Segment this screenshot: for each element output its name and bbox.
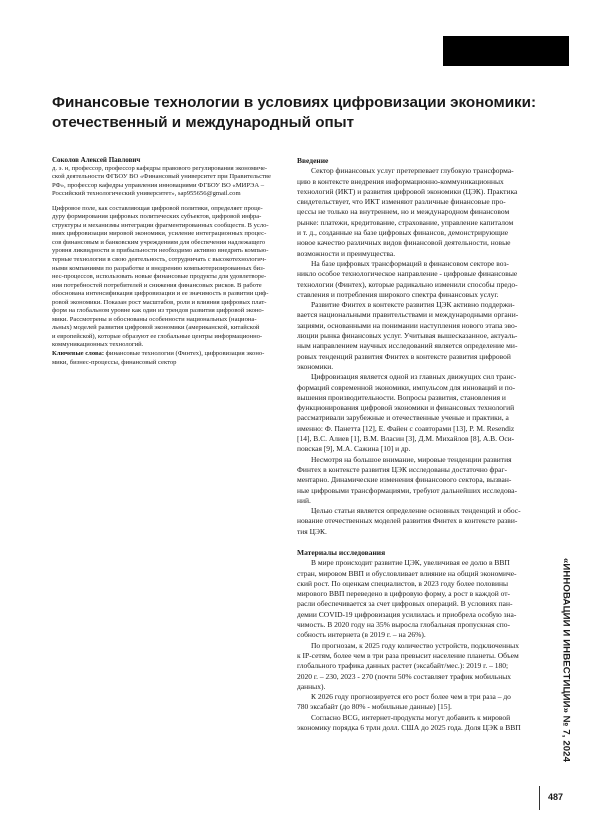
text-line: данных).	[297, 681, 326, 691]
title-line-1: Финансовые технологии в условиях цифровизации экономики:	[52, 94, 537, 111]
text-line: льных) моделей развития цифровой экономики (американской, китайской	[52, 324, 260, 332]
text-line: собность интернета (в 2019 г. – на 26%).	[297, 630, 426, 640]
materials-paragraph-1	[297, 558, 537, 640]
text-line: сов финансовым и банковским учреждениям для обеспечения надлежащего	[52, 238, 266, 246]
text-line: д. э. н, профессор, профессор кафедры правового регулирования экономиче-	[52, 164, 268, 172]
text-line: ской деятельности ФГБОУ ВО «Финансовый университет при Правительстве	[52, 173, 271, 181]
text-line: 780 эксабайт (до 80% - мобильные данные) [15].	[297, 702, 452, 712]
text-line: Развитие Финтех в контексте развития ЦЭК активно поддержи-	[311, 300, 515, 310]
text-line: возможности и преимущества.	[297, 248, 396, 258]
materials-paragraph-3	[297, 692, 537, 713]
text-line: Несмотря на большое внимание, мировые тенденции развития	[311, 454, 512, 464]
text-line: Российский технологический университет», sap955656@gmail.com	[52, 190, 241, 198]
text-line: ментарно. Динамические изменения финансового сектора, вызван-	[297, 475, 512, 485]
right-column	[297, 156, 537, 733]
text-line: вается национальными правительствами и международными органи-	[297, 310, 519, 320]
text-line: уровня ликвидности и прибыльности необходимо активно внедрять компью-	[52, 247, 269, 255]
author-affiliation	[52, 165, 286, 199]
text-line: К 2026 году прогнозируется его рост более чем в три раза – до	[311, 692, 511, 702]
text-line: новое качество различных видов финансовой деятельности, новые	[297, 238, 511, 248]
text-line: ными компаниями по разработке и внедрению компьютеризированных биз-	[52, 264, 265, 272]
text-line: По прогнозам, к 2025 году количество устройств, подключенных	[311, 640, 519, 650]
text-line: именно: Ф. Панетта [12], Е. Файен с соавторами [13], Р. M. Resendiz	[297, 423, 515, 433]
text-line: Финтех в контексте развития ЦЭК исследованы достаточно фраг-	[297, 464, 508, 474]
text-line: Цифровое поле, как составляющая цифровой политики, определяет проце-	[52, 204, 263, 212]
text-line: рассматривали зарубежные и отечественные ученые и практики, а	[297, 413, 509, 423]
text-line: вышения производительности. Вопросы развития, становления и	[297, 392, 506, 402]
text-line: ровых тенденций развития Финтех в контексте развития цифровой	[297, 351, 511, 361]
left-column	[52, 156, 286, 367]
text-line: Целью статьи является определение основных тенденций и обос-	[311, 506, 521, 516]
text-line: коммуникационных технологий.	[52, 341, 144, 349]
text-line: и т. д., созданные на базе цифровых финансов, демонстрирующие	[297, 228, 509, 238]
text-line: зациями, основанными на понимании наступления нового этапа эво-	[297, 320, 518, 330]
article-title	[52, 93, 537, 133]
intro-paragraph-5	[297, 455, 537, 506]
journal-sidebar	[556, 535, 576, 785]
page-number: 487	[548, 792, 564, 802]
materials-heading: Материалы исследования	[297, 547, 386, 557]
text-line: стран, мировом ВВП и обусловливает влияние на общий экономиче-	[297, 568, 517, 578]
page-number-rule	[539, 786, 540, 810]
text-line: терные технологии в свою деятельность, сотрудничать с высокотехнологич-	[52, 256, 267, 264]
text-line: 2020 г. – 230, 2023 - 270 (почти 50% составляет трафик мобильных	[297, 671, 512, 681]
text-line: демии COVID-19 цифровизация усилилась и приобрела особую зна-	[297, 609, 517, 619]
text-line: [14], В.С. Алиев [1], В.М. Власин [3], Д.М. Михайлов [8], А.В. Оси-	[297, 434, 515, 444]
text-line: мирового ВВП переведено в цифровую форму, а рост в каждой от-	[297, 589, 511, 599]
text-line: виях цифровизации мировой экономики, усиление интеграционных процес-	[52, 230, 267, 238]
text-line: нование отечественных моделей развития Финтех в контексте разви-	[297, 516, 518, 526]
title-line-2: отечественный и международный опыт	[52, 114, 355, 131]
text-line: ский рост. По оценкам специалистов, в 2023 году более половины	[297, 578, 509, 588]
text-line: технологии (Финтех), которые радикально изменили способы предо-	[297, 279, 518, 289]
text-line: экономики.	[297, 361, 334, 371]
materials-paragraph-4	[297, 713, 537, 734]
text-line: экономику порядка 6 трлн долл. США до 2025 года. Доля ЦЭК в ВВП	[297, 723, 521, 733]
keywords-label: Ключевые слова:	[52, 350, 105, 358]
text-line: формаций современной экономики, импульсом для инноваций и по-	[297, 382, 516, 392]
text-line: к IP-сетям, более чем в три раза превысит население планеты. Объем	[297, 650, 519, 660]
intro-paragraph-4	[297, 372, 537, 454]
text-line: Цифровизация является одной из главных движущих сил транс-	[311, 372, 517, 382]
abstract	[52, 205, 286, 350]
text-line: ния потребностей потребителей и снижения финансовых рисков. В работе	[52, 281, 262, 289]
intro-paragraph-1	[297, 166, 537, 259]
text-line: тия ЦЭК.	[297, 526, 327, 536]
text-line: расли обеспечивается за счет цифровых операций. В условиях пан-	[297, 599, 513, 609]
text-line: дуру формирования цифровых политических субъектов, цифровой инфра-	[52, 213, 262, 221]
text-line: структуры и механизмы интеграции фрагментированных сообществ. В усло-	[52, 221, 269, 229]
text-line: свидетельствует, что ИКТ изменяют различные финансовые про-	[297, 197, 506, 207]
text-line: цию в контексте внедрения информационно-коммуникационных	[297, 176, 504, 186]
text-line: технологий (ИКТ) и развития цифровой экономики (ЦЭК). Практика	[297, 186, 518, 196]
text-line: глобального трафика данных растет (эксабайт/мес.): 2019 г. – 180;	[297, 661, 509, 671]
text-line: На базе цифровых трансформаций в финансовом секторе воз-	[311, 258, 509, 268]
text-line: функционирования цифровой экономики и финансовых технологий	[297, 403, 515, 413]
materials-paragraph-2	[297, 641, 537, 692]
keywords	[52, 350, 286, 359]
text-line: обоснована интенсификация цифровизации и ее значимость в развитии циф-	[52, 290, 269, 298]
introduction-heading: Введение	[297, 156, 329, 165]
intro-paragraph-6	[297, 506, 537, 537]
header-black-bar	[443, 36, 569, 66]
text-line: рынке: платежи, кредитование, страхование, управление капиталом	[297, 217, 514, 227]
text-line: никло особое технологическое направление - цифровые финансовые	[297, 269, 518, 279]
intro-paragraph-2	[297, 259, 537, 300]
keywords-line-2: мики, бизнес-процессы, финансовый сектор	[52, 358, 177, 366]
author-name: Соколов Алексей Павлович	[52, 156, 141, 164]
text-line: люции рынка финансовых услуг. Учитывая вышесказанное, актуаль-	[297, 331, 518, 341]
text-line: цессы не только на внутреннем, но и международном финансовом	[297, 207, 510, 217]
text-line: ровой экономики. Показан рост масштабов, роли и влияния цифровых плат-	[52, 298, 267, 306]
text-line: Согласно BCG, интернет-продукты могут добавить к мировой	[311, 712, 511, 722]
text-line: чимость. В 2020 году на 35% выросла глобальная пропускная спо-	[297, 620, 510, 630]
journal-name: «ИННОВАЦИИ И ИНВЕСТИЦИИ» № 7, 2024	[560, 557, 572, 763]
text-line: Сектор финансовых услуг претерпевает глубокую трансформа-	[311, 166, 514, 176]
keywords-line-1: финансовые технологии (Финтех), цифровизация эконо-	[104, 350, 265, 358]
text-line: мики. Рассмотрены и обоснованы особенности национальных (национа-	[52, 315, 257, 323]
text-line: ные цифровыми трансформациями, требуют дальнейших исследова-	[297, 485, 518, 495]
text-line: ным направлением научных исследований является определение ми-	[297, 341, 518, 351]
text-line: нес-процессов, использовать новые финансовые продукты для удовлетворе-	[52, 273, 267, 281]
text-line: форм на глобальном уровне как один из трендов развития цифровой эконо-	[52, 307, 264, 315]
text-line: РФ», профессор кафедры управления инновациями ФГБОУ ВО «МИРЭА –	[52, 181, 265, 189]
text-line: ний.	[297, 495, 311, 505]
text-line: и европейской), которые образуют ее глобальные центры информационно-	[52, 332, 263, 340]
intro-paragraph-3	[297, 300, 537, 372]
text-line: В мире происходит развитие ЦЭК, увеличивая ее долю в ВВП	[311, 558, 510, 568]
text-line: повская [9], М.А. Сажина [10] и др.	[297, 444, 411, 454]
text-line: ставления и потребления широкого спектра финансовых услуг.	[297, 289, 499, 299]
